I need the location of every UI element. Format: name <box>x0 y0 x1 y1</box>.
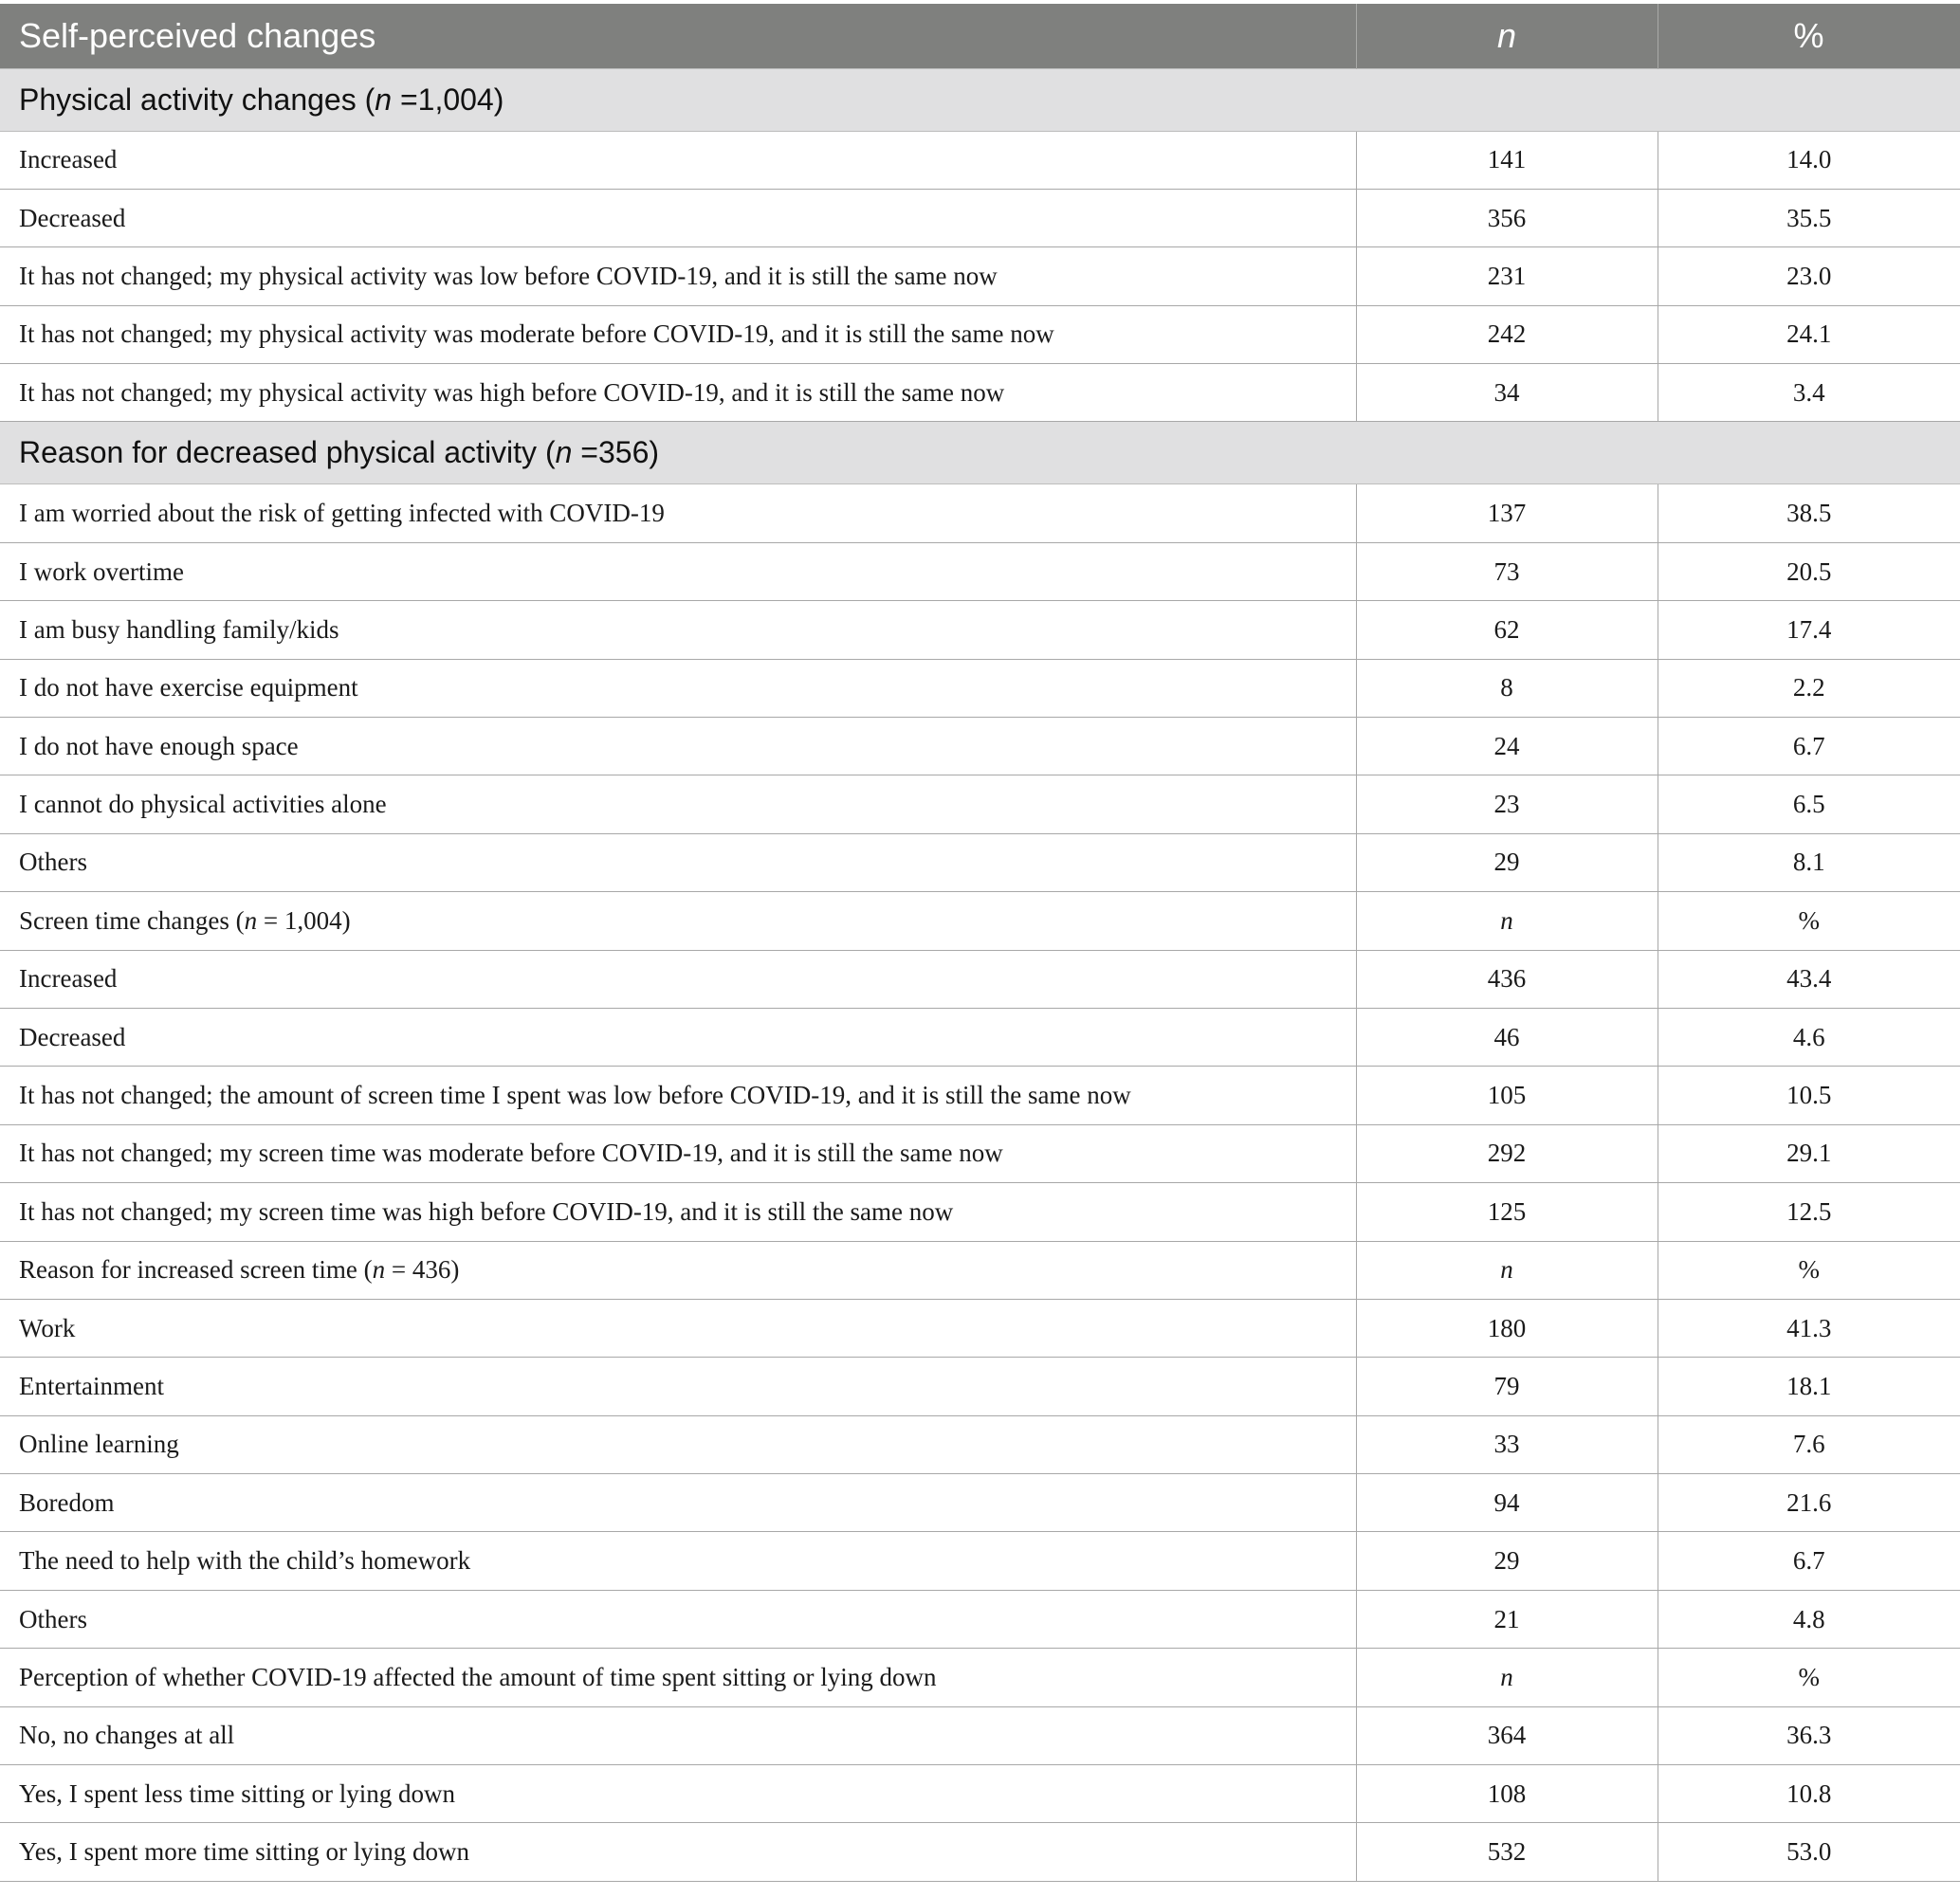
row-label: I cannot do physical activities alone <box>0 775 1356 833</box>
section-title <box>0 68 1960 131</box>
row-label-part: Screen time changes ( <box>19 905 245 935</box>
row-pct: 12.5 <box>1658 1183 1960 1241</box>
row-n: 292 <box>1356 1124 1658 1182</box>
row-label: Increased <box>0 950 1356 1008</box>
row-label <box>0 892 1356 950</box>
row-pct: % <box>1658 1649 1960 1706</box>
row-n <box>1356 1241 1658 1299</box>
row-n: 108 <box>1356 1765 1658 1823</box>
row-n: 34 <box>1356 364 1658 422</box>
row-pct: 36.3 <box>1658 1706 1960 1764</box>
table-row <box>0 1008 1960 1066</box>
table-row <box>0 718 1960 775</box>
row-n: 364 <box>1356 1706 1658 1764</box>
row-n-text: n <box>1500 905 1513 935</box>
row-label: The need to help with the child’s homework <box>0 1532 1356 1590</box>
row-label-part: = 1,004) <box>257 905 351 935</box>
row-label-part: n <box>244 905 258 935</box>
table-row <box>0 1765 1960 1823</box>
row-pct: 17.4 <box>1658 601 1960 659</box>
row-label: Boredom <box>0 1474 1356 1532</box>
row-n: 46 <box>1356 1008 1658 1066</box>
table-row <box>0 833 1960 891</box>
row-pct: 24.1 <box>1658 305 1960 363</box>
row-n-text: n <box>1500 1255 1513 1285</box>
row-pct: 10.8 <box>1658 1765 1960 1823</box>
row-label: No, no changes at all <box>0 1706 1356 1764</box>
header-pct: % <box>1658 4 1960 68</box>
table-row <box>0 1823 1960 1881</box>
table-row <box>0 542 1960 600</box>
row-pct: 6.7 <box>1658 1532 1960 1590</box>
row-pct: 4.6 <box>1658 1008 1960 1066</box>
row-pct: 4.8 <box>1658 1590 1960 1648</box>
row-pct: 53.0 <box>1658 1823 1960 1881</box>
row-n: 105 <box>1356 1067 1658 1124</box>
row-pct: 14.0 <box>1658 131 1960 189</box>
row-pct: 43.4 <box>1658 950 1960 1008</box>
row-pct: 21.6 <box>1658 1474 1960 1532</box>
row-n: 29 <box>1356 833 1658 891</box>
row-label: I do not have exercise equipment <box>0 659 1356 717</box>
row-n: 29 <box>1356 1532 1658 1590</box>
row-label: I work overtime <box>0 542 1356 600</box>
section-header-row <box>0 422 1960 484</box>
row-pct: 35.5 <box>1658 189 1960 246</box>
results-table <box>0 4 1960 1882</box>
row-pct: % <box>1658 892 1960 950</box>
row-n: 137 <box>1356 484 1658 542</box>
row-n: 356 <box>1356 189 1658 246</box>
table-row <box>0 131 1960 189</box>
row-label-part: Reason for increased screen time ( <box>19 1255 373 1285</box>
table-row <box>0 1067 1960 1124</box>
row-pct: 29.1 <box>1658 1124 1960 1182</box>
row-label: It has not changed; my screen time was high before COVID-19, and it is still the same now <box>0 1183 1356 1241</box>
row-n: 231 <box>1356 247 1658 305</box>
table-row <box>0 484 1960 542</box>
table-header <box>0 4 1960 68</box>
row-pct: 6.7 <box>1658 718 1960 775</box>
row-label: Decreased <box>0 1008 1356 1066</box>
row-label-part: = 436) <box>385 1255 460 1285</box>
table-row <box>0 1415 1960 1473</box>
section-title-count: =356) <box>572 435 660 470</box>
row-label: Yes, I spent less time sitting or lying down <box>0 1765 1356 1823</box>
row-label: I do not have enough space <box>0 718 1356 775</box>
row-n: 532 <box>1356 1823 1658 1881</box>
row-n: 8 <box>1356 659 1658 717</box>
subheader-row <box>0 892 1960 950</box>
table-body <box>0 68 1960 1881</box>
row-label: Increased <box>0 131 1356 189</box>
header-n-text: n <box>1496 15 1517 55</box>
row-label: Work <box>0 1299 1356 1357</box>
row-n <box>1356 892 1658 950</box>
row-n: 94 <box>1356 1474 1658 1532</box>
subheader-row <box>0 1241 1960 1299</box>
header-label: Self-perceived changes <box>0 4 1356 68</box>
table-row <box>0 1358 1960 1415</box>
header-n <box>1356 4 1658 68</box>
row-pct: 18.1 <box>1658 1358 1960 1415</box>
row-label: Others <box>0 833 1356 891</box>
section-title-text: Physical activity changes ( <box>19 82 376 117</box>
section-title-count: =1,004) <box>392 82 504 117</box>
section-title-n: n <box>375 82 393 117</box>
row-n: 79 <box>1356 1358 1658 1415</box>
row-label: Others <box>0 1590 1356 1648</box>
table-row <box>0 601 1960 659</box>
row-label: Decreased <box>0 189 1356 246</box>
row-label: It has not changed; my physical activity was moderate before COVID-19, and it is still the same now <box>0 305 1356 363</box>
row-n: 141 <box>1356 131 1658 189</box>
table-row <box>0 189 1960 246</box>
table-row <box>0 1183 1960 1241</box>
row-label <box>0 1241 1356 1299</box>
table-row <box>0 1532 1960 1590</box>
row-pct: % <box>1658 1241 1960 1299</box>
row-pct: 20.5 <box>1658 542 1960 600</box>
row-label: It has not changed; the amount of screen time I spent was low before COVID-19, and it is still the same now <box>0 1067 1356 1124</box>
row-label: Entertainment <box>0 1358 1356 1415</box>
row-label: I am worried about the risk of getting infected with COVID-19 <box>0 484 1356 542</box>
row-label: It has not changed; my physical activity was low before COVID-19, and it is still the same now <box>0 247 1356 305</box>
row-n: 24 <box>1356 718 1658 775</box>
section-header-row <box>0 68 1960 131</box>
row-label: Yes, I spent more time sitting or lying down <box>0 1823 1356 1881</box>
row-n: 436 <box>1356 950 1658 1008</box>
section-title-n: n <box>555 435 573 470</box>
table-row <box>0 1124 1960 1182</box>
row-n: 180 <box>1356 1299 1658 1357</box>
row-pct: 2.2 <box>1658 659 1960 717</box>
table-row <box>0 1706 1960 1764</box>
row-n: 23 <box>1356 775 1658 833</box>
subheader-row <box>0 1649 1960 1706</box>
table-row <box>0 364 1960 422</box>
row-n: 73 <box>1356 542 1658 600</box>
row-pct: 38.5 <box>1658 484 1960 542</box>
table-row <box>0 950 1960 1008</box>
row-n-text: n <box>1500 1662 1513 1691</box>
table-row <box>0 1590 1960 1648</box>
row-n: 21 <box>1356 1590 1658 1648</box>
table-row <box>0 1299 1960 1357</box>
section-title-text: Reason for decreased physical activity ( <box>19 435 556 470</box>
row-pct: 41.3 <box>1658 1299 1960 1357</box>
table-row <box>0 1474 1960 1532</box>
row-label: Online learning <box>0 1415 1356 1473</box>
row-n: 62 <box>1356 601 1658 659</box>
section-title <box>0 422 1960 484</box>
table-row <box>0 305 1960 363</box>
row-n: 242 <box>1356 305 1658 363</box>
row-label: Perception of whether COVID-19 affected the amount of time spent sitting or lying down <box>0 1649 1356 1706</box>
row-label: It has not changed; my screen time was moderate before COVID-19, and it is still the same now <box>0 1124 1356 1182</box>
table-row <box>0 775 1960 833</box>
row-pct: 10.5 <box>1658 1067 1960 1124</box>
row-label-part: n <box>372 1255 386 1285</box>
row-n: 33 <box>1356 1415 1658 1473</box>
row-pct: 6.5 <box>1658 775 1960 833</box>
row-label: It has not changed; my physical activity was high before COVID-19, and it is still the same now <box>0 364 1356 422</box>
row-n <box>1356 1649 1658 1706</box>
row-pct: 23.0 <box>1658 247 1960 305</box>
row-label: I am busy handling family/kids <box>0 601 1356 659</box>
table-row <box>0 247 1960 305</box>
row-pct: 3.4 <box>1658 364 1960 422</box>
row-pct: 7.6 <box>1658 1415 1960 1473</box>
table-row <box>0 659 1960 717</box>
row-pct: 8.1 <box>1658 833 1960 891</box>
row-n: 125 <box>1356 1183 1658 1241</box>
